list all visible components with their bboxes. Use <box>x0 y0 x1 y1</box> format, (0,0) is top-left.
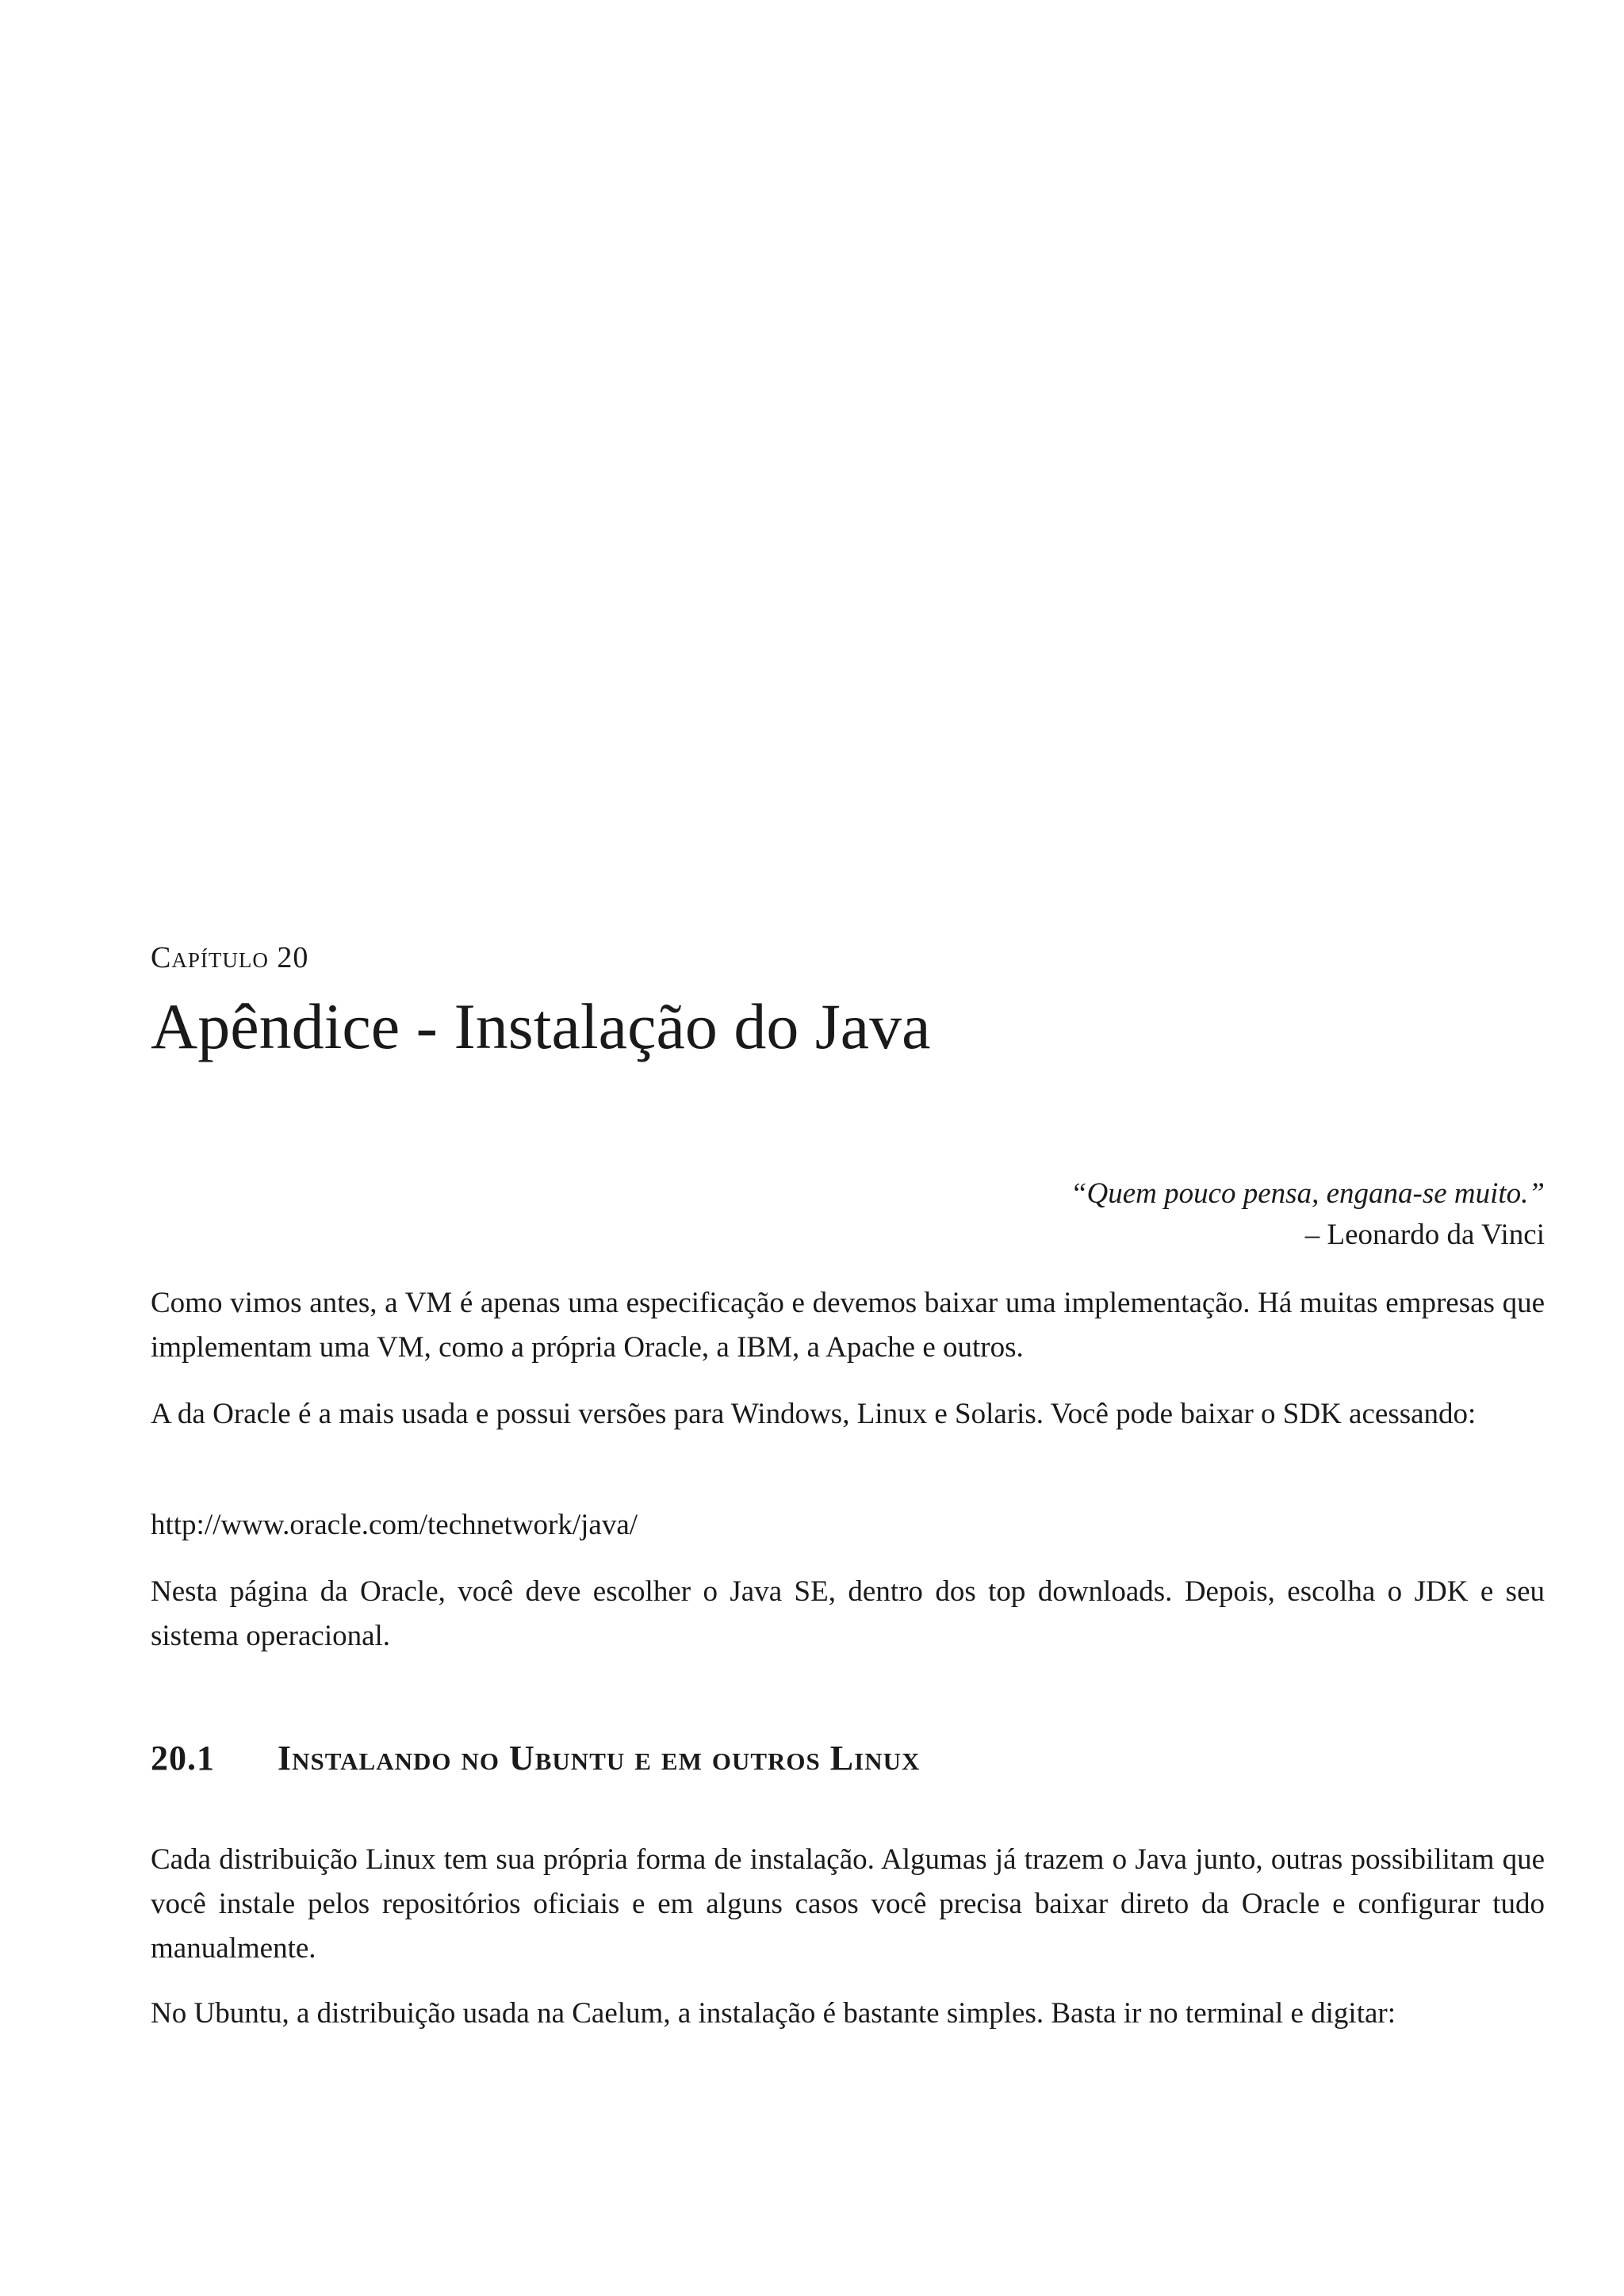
intro-paragraph: Nesta página da Oracle, você deve escolher o Java SE, dentro dos top downloads. Depois, escolha o JDK e seu sistema operacional. <box>151 1575 1545 1652</box>
epigraph-author: – Leonardo da Vinci <box>1304 1219 1545 1251</box>
intro-paragraph: A da Oracle é a mais usada e possui versões para Windows, Linux e Solaris. Você pode baixar o SDK acessando: <box>151 1398 1477 1430</box>
intro-paragraph: Como vimos antes, a VM é apenas uma especificação e devemos baixar uma implementação. Há muitas empresas que implementam uma VM, como a própria Oracle, a IBM, a Apache e outros. <box>151 1287 1545 1364</box>
section-paragraph: No Ubuntu, a distribuição usada na Caelum, a instalação é bastante simples. Basta ir no terminal e digitar: <box>151 1997 1396 2030</box>
epigraph <box>1071 1173 1545 1256</box>
section-title: Instalando no Ubuntu e em outros Linux <box>278 1739 921 1777</box>
oracle-url-link[interactable]: http://www.oracle.com/technetwork/java/ <box>151 1509 638 1541</box>
section-heading <box>151 1738 920 1778</box>
chapter-label: Capítulo 20 <box>151 941 309 974</box>
chapter-title: Apêndice - Instalação do Java <box>151 990 931 1062</box>
section-paragraph: Cada distribuição Linux tem sua própria forma de instalação. Algumas já trazem o Java junto, outras possibilitam que você instale pelos repositórios oficiais e em alguns casos você precisa baixar direto da Oracle e configurar tudo manualmente. <box>151 1843 1545 1965</box>
epigraph-quote: “Quem pouco pensa, engana-se muito.” <box>1070 1177 1545 1210</box>
section-number: 20.1 <box>151 1739 215 1777</box>
